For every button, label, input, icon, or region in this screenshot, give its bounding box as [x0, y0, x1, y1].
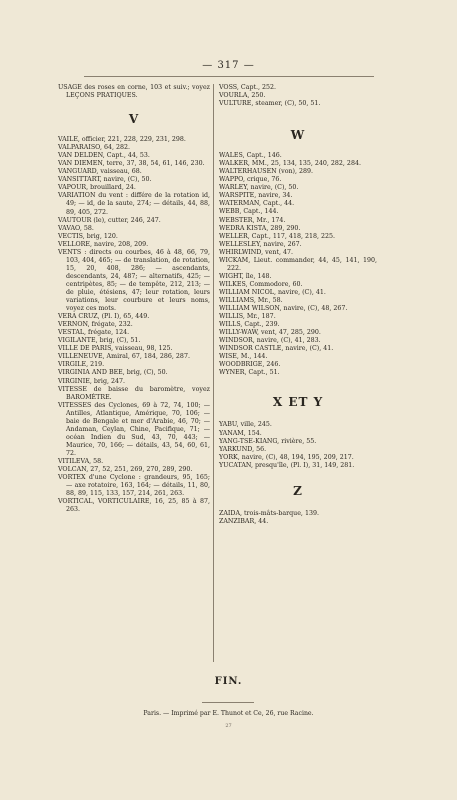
index-entry: VAN DELDEN, Capt., 44, 53. [58, 152, 150, 160]
index-entry: VOURLA, 250. [219, 92, 266, 100]
index-entry: VORTEX d'une Cyclone : grandeurs, 95, 165; — axe rotatoire, 163, 164; — détails, 11, 80, 88, 89, 115, 133, 157, 214, 261, 263. [58, 474, 210, 498]
index-entry: YORK, navire, (C), 48, 194, 195, 209, 217. [219, 453, 354, 461]
index-entry: VIGILANTE, brig, (C), 51. [58, 337, 141, 345]
index-column-left [58, 84, 210, 514]
index-entry: WILLIAMS, Mr., 58. [219, 296, 283, 304]
index-entry: WEBSTER, Mr., 174. [219, 216, 286, 224]
index-entry: VORTICAL, VORTICULAIRE, 16, 25, 85 à 87, 263. [58, 498, 210, 514]
index-entry: VELLORE, navire, 208, 209. [58, 240, 149, 248]
index-entry: WALKER, MM., 25, 134, 135, 240, 282, 284. [219, 160, 361, 168]
signature-mark: 27 [225, 723, 232, 729]
index-entry: VANSITTART, navire, (C), 50. [58, 176, 152, 184]
index-entry: WOODBRIGE, 246. [219, 361, 281, 369]
index-entry: USAGE des roses en corne, 103 et suiv.; voyez LEÇONS PRATIQUES. [58, 84, 210, 100]
index-entry: YUCATAN, presqu'île, (Pl. I), 31, 149, 281. [219, 461, 355, 469]
index-entry: VAPOUR, brouillard, 24. [58, 184, 136, 192]
index-entry: WELLER, Capt., 117, 418, 218, 225. [219, 232, 335, 240]
footer-rule [202, 702, 254, 703]
index-entry: WEBB, Capt., 144. [219, 208, 279, 216]
index-entry: WARSPITE, navire, 34. [219, 192, 293, 200]
index-entry: ZANZIBAR, 44. [219, 517, 269, 525]
section-heading: X ET Y [272, 395, 324, 410]
section-heading: W [290, 128, 306, 143]
page-number: — 317 — [202, 60, 255, 71]
index-entry: ZAIDA, trois-mâts-barque, 139. [219, 509, 319, 517]
column-divider [213, 84, 214, 662]
index-entry: WICKAM, Lieut. commander, 44, 45, 141, 190, 222. [219, 256, 377, 272]
index-entry: WARLEY, navire, (C), 50. [219, 184, 299, 192]
index-entry: VAVAO, 58. [58, 224, 94, 232]
index-entry: WILLIS, Mr., 187. [219, 313, 276, 321]
index-entry: WEDRA KISTA, 289, 290. [219, 224, 301, 232]
fin-label: FIN. [214, 676, 243, 687]
section-heading: Z [293, 483, 303, 498]
index-entry: VOSS, Capt., 252. [219, 84, 277, 91]
index-entry: WALES, Capt., 146. [219, 152, 282, 160]
index-entry: WISE, M., 144. [219, 353, 268, 361]
index-entry: WILLIAM WILSON, navire, (C), 48, 267. [219, 305, 348, 313]
index-entry: WILLIAM NICOL, navire, (C), 41. [219, 288, 326, 296]
index-entry: WYNER, Capt., 51. [219, 369, 280, 377]
section-heading: V [128, 112, 140, 127]
index-entry: VENTS : directs ou courbes, 46 à 48, 66, 79, 103, 404, 465; — de translation, de rotation, 15, 20, 408, 286; — ascendants, descendants, 24, 487; — alternatifs, 425; — centripètes, 85; — de tempête, 212, 213; — de pluie, étésiens, 47; leur rotation, leurs variations, leur courbure et leurs noms, voyez ces mots. [58, 248, 210, 313]
index-entry: WINDSOR, navire, (C), 41, 283. [219, 337, 321, 345]
index-entry: VIRGINIA AND BEE, brig, (C), 50. [58, 369, 168, 377]
index-entry: WATERMAN, Capt., 44. [219, 200, 295, 208]
index-entry: WAPPO, crique, 76. [219, 176, 282, 184]
index-entry: YANG-TSE-KIANG, rivière, 55. [219, 437, 317, 445]
index-entry: VESTAL, frégate, 124. [58, 329, 130, 337]
index-entry: YABU, ville, 245. [219, 421, 272, 429]
index-entry: VALPARAISO, 64, 282. [58, 144, 130, 152]
index-entry: VAILE, officier, 221, 228, 229, 231, 298. [58, 136, 186, 144]
index-entry: VANGUARD, vaisseau, 68. [58, 168, 142, 176]
index-entry: VILLE DE PARIS, vaisseau, 98, 125. [58, 345, 173, 353]
index-entry: VARIATION du vent : différe de la rotation id, 49; — id, de la saute, 274; — détails, 44, 88, 89, 405, 272. [58, 192, 210, 216]
index-entry: WILLY-WAW, vent, 47, 285, 290. [219, 329, 321, 337]
index-entry: VOLCAN, 27, 52, 251, 269, 270, 289, 290. [58, 466, 193, 474]
index-entry: VAUTOUR (le), cutter, 246, 247. [58, 216, 161, 224]
index-entry: VAN DIEMEN, terre, 37, 38, 54, 61, 146, 230. [58, 160, 205, 168]
index-entry: WILKES, Commodore, 60. [219, 280, 303, 288]
index-entry: WELLESLEY, navire, 267. [219, 240, 302, 248]
index-entry: VITESSES des Cyclones, 69 à 72, 74, 100; — Antilles, Atlantique, Amérique, 70, 106; — baie de Bengale et mer d'Arabie, 46, 70; — Andaman, Ceylan, Chine, Pacifique, 71; — océan Indien du Sud, 43, 70, 443; — Maurice, 70, 166; — détails, 43, 54, 60, 61, 72. [58, 401, 210, 457]
index-entry: VIRGINIE, brig, 247. [58, 377, 125, 385]
index-entry: WILLS, Capt., 239. [219, 321, 280, 329]
index-entry: VITESSE de baisse du baromètre, voyez BAROMÈTRE. [58, 385, 210, 401]
index-entry: WHIRLWIND, vent, 47. [219, 248, 294, 256]
index-entry: VERA CRUZ, (Pl. I), 65, 449. [58, 313, 150, 321]
index-entry: YANAM, 154. [219, 429, 262, 437]
index-entry: YARKUND, 56. [219, 445, 267, 453]
index-entry: VERNON, frégate, 232. [58, 321, 133, 329]
index-entry: VECTIS, brig, 120. [58, 232, 118, 240]
header-rule [84, 76, 374, 77]
index-column-right [219, 84, 377, 526]
index-entry: VIRGILE, 219. [58, 361, 105, 369]
printer-imprint: Paris. — Imprimé par E. Thunot et Ce, 26, rue Racine. [143, 710, 314, 717]
index-entry: WIGHT, île, 148. [219, 272, 272, 280]
index-entry: VITILEVA, 58. [58, 457, 104, 465]
index-entry: VILLENEUVE, Amiral, 67, 184, 286, 287. [58, 353, 190, 361]
index-entry: WINDSOR CASTLE, navire, (C), 41. [219, 345, 334, 353]
index-entry: VULTURE, steamer, (C), 50, 51. [219, 100, 321, 108]
index-entry: WALTERHAUSEN (von), 289. [219, 168, 314, 176]
